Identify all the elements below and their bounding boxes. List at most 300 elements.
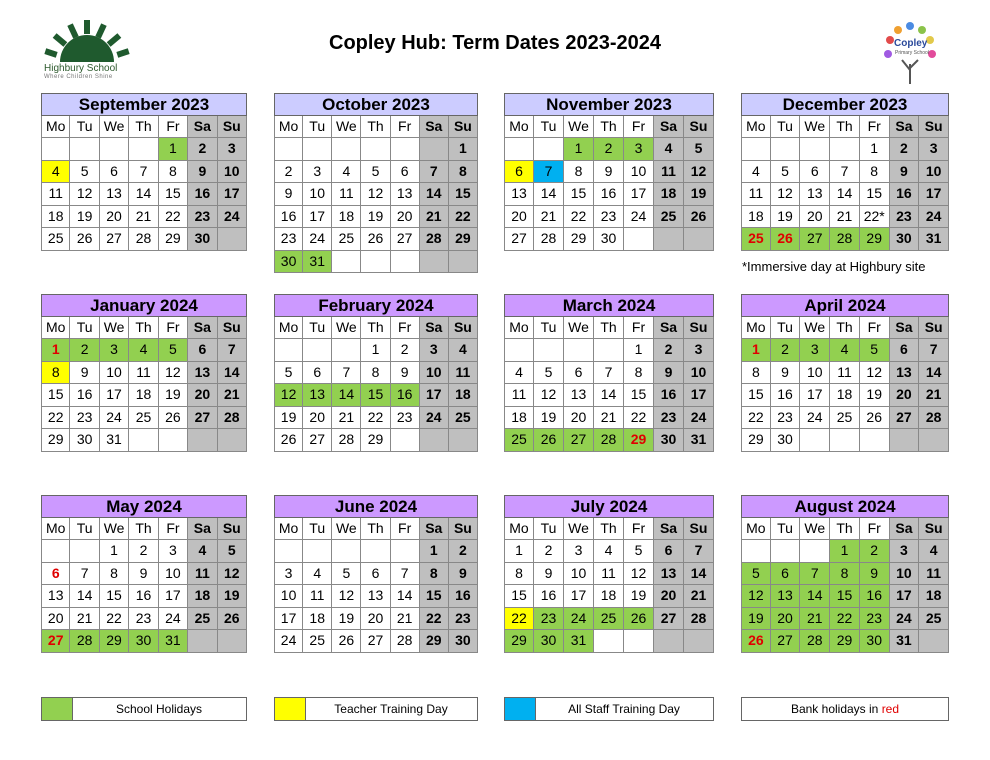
day-cell: 16 (449, 585, 478, 608)
day-cell: 25 (504, 429, 534, 452)
day-cell: 8 (159, 161, 188, 184)
day-cell: 16 (129, 585, 158, 608)
day-cell: 12 (741, 585, 771, 608)
day-cell: 8 (564, 161, 594, 184)
day-cell: 17 (800, 384, 830, 407)
day-cell: 27 (771, 630, 801, 653)
day-cell: 7 (684, 540, 714, 563)
empty-day-cell (303, 339, 332, 362)
day-cell: 12 (624, 563, 654, 586)
empty-day-cell (129, 429, 158, 452)
day-cell: 30 (890, 228, 920, 251)
weekday-header-row (504, 518, 714, 540)
day-cell: 23 (188, 206, 217, 229)
day-cell: 16 (391, 384, 420, 407)
day-cell: 11 (594, 563, 624, 586)
weekday-label: We (564, 317, 594, 339)
day-cell: 22 (41, 407, 70, 430)
week-row (41, 228, 247, 251)
month-title: September 2023 (41, 93, 247, 116)
weekday-label: Fr (860, 317, 890, 339)
day-cell: 19 (771, 206, 801, 229)
legend-label (742, 698, 948, 720)
weekday-label: Mo (41, 518, 70, 540)
week-row (741, 630, 949, 653)
week-row (274, 183, 478, 206)
weekday-label: Su (218, 116, 247, 138)
day-cell: 26 (684, 206, 714, 229)
day-cell: 9 (771, 362, 801, 385)
day-cell: 16 (890, 183, 920, 206)
day-cell: 31 (100, 429, 129, 452)
day-cell: 8 (361, 362, 390, 385)
day-cell: 16 (860, 585, 890, 608)
day-cell: 15 (41, 384, 70, 407)
day-cell: 10 (420, 362, 449, 385)
weekday-label: We (100, 116, 129, 138)
weekday-label: We (800, 518, 830, 540)
day-cell: 27 (188, 407, 217, 430)
day-cell: 29 (741, 429, 771, 452)
day-cell: 26 (70, 228, 99, 251)
day-cell: 23 (391, 407, 420, 430)
day-cell: 27 (504, 228, 534, 251)
week-row (274, 138, 478, 161)
day-cell: 19 (860, 384, 890, 407)
day-cell: 4 (741, 161, 771, 184)
day-cell: 26 (624, 608, 654, 631)
day-cell: 20 (890, 384, 920, 407)
day-cell: 15 (449, 183, 478, 206)
day-cell: 19 (218, 585, 247, 608)
day-cell: 23 (594, 206, 624, 229)
week-row (41, 407, 247, 430)
empty-day-cell (624, 630, 654, 653)
day-cell: 17 (564, 585, 594, 608)
week-row (504, 384, 714, 407)
month-february-2024 (274, 294, 478, 452)
day-cell: 4 (449, 339, 478, 362)
day-cell: 21 (830, 206, 860, 229)
empty-day-cell (771, 540, 801, 563)
day-cell: 4 (188, 540, 217, 563)
weekday-label: Tu (771, 116, 801, 138)
empty-day-cell (274, 540, 303, 563)
week-row (504, 228, 714, 251)
day-cell: 31 (890, 630, 920, 653)
day-cell: 18 (129, 384, 158, 407)
day-cell: 9 (129, 563, 158, 586)
week-row (41, 138, 247, 161)
week-row (41, 384, 247, 407)
day-cell: 16 (274, 206, 303, 229)
day-cell: 20 (391, 206, 420, 229)
day-cell: 5 (332, 563, 361, 586)
day-cell: 10 (274, 585, 303, 608)
empty-day-cell (919, 630, 949, 653)
weekday-label: Fr (624, 317, 654, 339)
day-cell: 11 (449, 362, 478, 385)
day-cell: 19 (741, 608, 771, 631)
day-cell: 1 (624, 339, 654, 362)
day-cell: 28 (800, 630, 830, 653)
day-cell: 13 (771, 585, 801, 608)
day-cell: 4 (504, 362, 534, 385)
day-cell: 4 (332, 161, 361, 184)
day-cell: 22 (741, 407, 771, 430)
day-cell: 5 (860, 339, 890, 362)
legend-teacher-training (274, 697, 478, 721)
weekday-label: Tu (303, 116, 332, 138)
day-cell: 18 (41, 206, 70, 229)
weekday-label: We (564, 116, 594, 138)
day-cell: 20 (188, 384, 217, 407)
day-cell: 17 (890, 585, 920, 608)
empty-day-cell (800, 429, 830, 452)
empty-day-cell (41, 540, 70, 563)
empty-day-cell (771, 138, 801, 161)
weekday-label: We (100, 518, 129, 540)
day-cell: 20 (100, 206, 129, 229)
day-cell: 12 (860, 362, 890, 385)
day-cell: 15 (860, 183, 890, 206)
day-cell: 26 (361, 228, 390, 251)
week-row (41, 429, 247, 452)
day-cell: 19 (70, 206, 99, 229)
day-cell: 25 (129, 407, 158, 430)
day-cell: 11 (188, 563, 217, 586)
day-cell: 10 (159, 563, 188, 586)
month-april-2024 (741, 294, 949, 452)
weekday-label: We (332, 518, 361, 540)
day-cell: 25 (41, 228, 70, 251)
day-cell: 27 (890, 407, 920, 430)
day-cell: 7 (919, 339, 949, 362)
day-cell: 27 (100, 228, 129, 251)
day-cell: 18 (332, 206, 361, 229)
day-cell: 13 (100, 183, 129, 206)
day-cell: 28 (594, 429, 624, 452)
week-row (274, 161, 478, 184)
day-cell: 1 (860, 138, 890, 161)
day-cell: 11 (332, 183, 361, 206)
weekday-label: Th (830, 116, 860, 138)
day-cell: 25 (919, 608, 949, 631)
week-row (274, 540, 478, 563)
week-row (41, 585, 247, 608)
empty-day-cell (188, 630, 217, 653)
day-cell: 4 (654, 138, 684, 161)
day-cell: 23 (890, 206, 920, 229)
page-title: Copley Hub: Term Dates 2023-2024 (329, 32, 661, 54)
day-cell: 20 (800, 206, 830, 229)
empty-day-cell (159, 429, 188, 452)
empty-day-cell (860, 429, 890, 452)
bank-holiday-red-word: red (881, 702, 900, 716)
day-cell: 10 (890, 563, 920, 586)
day-cell: 3 (624, 138, 654, 161)
day-cell: 22 (449, 206, 478, 229)
day-cell: 12 (534, 384, 564, 407)
day-cell: 17 (159, 585, 188, 608)
day-cell: 24 (890, 608, 920, 631)
day-cell: 16 (70, 384, 99, 407)
day-cell: 9 (274, 183, 303, 206)
week-row (274, 362, 478, 385)
empty-day-cell (504, 339, 534, 362)
day-cell: 22 (420, 608, 449, 631)
day-cell: 23 (449, 608, 478, 631)
day-cell: 29 (564, 228, 594, 251)
day-cell: 17 (100, 384, 129, 407)
empty-day-cell (361, 138, 390, 161)
weekday-label: Su (684, 317, 714, 339)
day-cell: 6 (654, 540, 684, 563)
weekday-label: Su (919, 518, 949, 540)
day-cell: 14 (70, 585, 99, 608)
weekday-label: Su (218, 317, 247, 339)
week-row (504, 407, 714, 430)
day-cell: 3 (420, 339, 449, 362)
day-cell: 10 (800, 362, 830, 385)
day-cell: 8 (449, 161, 478, 184)
weekday-header-row (41, 116, 247, 138)
day-cell: 11 (654, 161, 684, 184)
day-cell: 7 (830, 161, 860, 184)
week-row (41, 339, 247, 362)
day-cell: 24 (100, 407, 129, 430)
weekday-label: Sa (420, 317, 449, 339)
day-cell: 15 (624, 384, 654, 407)
day-cell: 25 (741, 228, 771, 251)
day-cell: 9 (391, 362, 420, 385)
day-cell: 6 (361, 563, 390, 586)
weekday-label: Mo (741, 116, 771, 138)
day-cell: 15 (564, 183, 594, 206)
day-cell: 18 (188, 585, 217, 608)
month-title: January 2024 (41, 294, 247, 317)
weekday-label: Tu (534, 518, 564, 540)
weekday-label: Mo (274, 317, 303, 339)
day-cell: 6 (890, 339, 920, 362)
day-cell: 27 (800, 228, 830, 251)
day-cell: 8 (420, 563, 449, 586)
empty-day-cell (332, 540, 361, 563)
day-cell: 26 (860, 407, 890, 430)
day-cell: 26 (534, 429, 564, 452)
day-cell: 18 (741, 206, 771, 229)
weekday-label: Th (129, 317, 158, 339)
week-row (41, 161, 247, 184)
day-cell: 23 (70, 407, 99, 430)
day-cell: 23 (274, 228, 303, 251)
day-cell: 5 (771, 161, 801, 184)
day-cell: 22 (564, 206, 594, 229)
day-cell: 2 (771, 339, 801, 362)
empty-day-cell (420, 429, 449, 452)
weekday-label: Sa (890, 116, 920, 138)
day-cell: 13 (890, 362, 920, 385)
empty-day-cell (129, 138, 158, 161)
week-row (274, 429, 478, 452)
empty-day-cell (830, 429, 860, 452)
day-cell: 17 (303, 206, 332, 229)
month-may-2024 (41, 495, 247, 653)
empty-day-cell (534, 138, 564, 161)
legend-label: Teacher Training Day (334, 702, 448, 716)
week-row (741, 384, 949, 407)
day-cell: 7 (534, 161, 564, 184)
day-cell: 14 (534, 183, 564, 206)
week-row (274, 563, 478, 586)
weekday-label: Su (218, 518, 247, 540)
day-cell: 9 (890, 161, 920, 184)
weekday-label: Tu (303, 317, 332, 339)
day-cell: 13 (41, 585, 70, 608)
day-cell: 21 (420, 206, 449, 229)
day-cell: 1 (420, 540, 449, 563)
weekday-label: We (332, 317, 361, 339)
month-january-2024 (41, 294, 247, 452)
weekday-label: Fr (860, 116, 890, 138)
day-cell: 29 (830, 630, 860, 653)
weekday-label: Th (830, 317, 860, 339)
day-cell: 19 (332, 608, 361, 631)
day-cell: 9 (860, 563, 890, 586)
empty-day-cell (332, 138, 361, 161)
day-cell: 27 (41, 630, 70, 653)
weekday-label: Mo (41, 116, 70, 138)
week-row (41, 362, 247, 385)
day-cell: 13 (391, 183, 420, 206)
day-cell: 15 (504, 585, 534, 608)
day-cell: 20 (564, 407, 594, 430)
weekday-header-row (504, 116, 714, 138)
day-cell: 4 (830, 339, 860, 362)
day-cell: 14 (919, 362, 949, 385)
weekday-label: Su (449, 116, 478, 138)
legend-bank-holidays (741, 697, 949, 721)
day-cell: 24 (420, 407, 449, 430)
day-cell: 20 (504, 206, 534, 229)
week-row (504, 161, 714, 184)
month-november-2023 (504, 93, 714, 251)
week-row (274, 206, 478, 229)
day-cell: 20 (771, 608, 801, 631)
empty-day-cell (274, 339, 303, 362)
day-cell: 29 (420, 630, 449, 653)
day-cell: 24 (564, 608, 594, 631)
weekday-label: Tu (70, 317, 99, 339)
weekday-header-row (504, 317, 714, 339)
day-cell: 27 (564, 429, 594, 452)
week-row (274, 251, 478, 274)
day-cell: 5 (159, 339, 188, 362)
day-cell: 21 (919, 384, 949, 407)
empty-day-cell (41, 138, 70, 161)
weekday-label: Th (129, 116, 158, 138)
weekday-label: We (332, 116, 361, 138)
weekday-label: Su (919, 116, 949, 138)
empty-day-cell (303, 540, 332, 563)
empty-day-cell (188, 429, 217, 452)
day-cell: 7 (129, 161, 158, 184)
day-cell: 31 (159, 630, 188, 653)
weekday-label: Mo (504, 317, 534, 339)
day-cell: 5 (274, 362, 303, 385)
day-cell: 9 (70, 362, 99, 385)
week-row (741, 339, 949, 362)
copley-school-name: Copley (894, 38, 928, 49)
day-cell: 26 (274, 429, 303, 452)
weekday-label: Sa (188, 317, 217, 339)
week-row (504, 183, 714, 206)
month-december-2023 (741, 93, 949, 251)
day-cell: 12 (159, 362, 188, 385)
day-cell: 25 (449, 407, 478, 430)
day-cell: 23 (534, 608, 564, 631)
day-cell: 14 (800, 585, 830, 608)
day-cell: 6 (391, 161, 420, 184)
day-cell: 1 (830, 540, 860, 563)
month-title: March 2024 (504, 294, 714, 317)
day-cell: 18 (504, 407, 534, 430)
day-cell: 13 (504, 183, 534, 206)
weekday-label: Mo (741, 317, 771, 339)
day-cell: 11 (741, 183, 771, 206)
month-october-2023 (274, 93, 478, 273)
weekday-label: Su (684, 518, 714, 540)
day-cell: 19 (624, 585, 654, 608)
day-cell: 15 (100, 585, 129, 608)
month-title: December 2023 (741, 93, 949, 116)
day-cell: 6 (41, 563, 70, 586)
day-cell: 10 (684, 362, 714, 385)
weekday-label: Tu (771, 317, 801, 339)
day-cell: 11 (504, 384, 534, 407)
day-cell: 17 (919, 183, 949, 206)
empty-day-cell (741, 540, 771, 563)
day-cell: 21 (534, 206, 564, 229)
day-cell: 22 (504, 608, 534, 631)
month-august-2024 (741, 495, 949, 653)
legend-school-holidays (41, 697, 247, 721)
weekday-label: We (564, 518, 594, 540)
day-cell: 8 (624, 362, 654, 385)
month-title: June 2024 (274, 495, 478, 518)
day-cell: 28 (129, 228, 158, 251)
day-cell: 17 (684, 384, 714, 407)
day-cell: 29 (449, 228, 478, 251)
immersive-day-note: *Immersive day at Highbury site (742, 259, 926, 274)
empty-day-cell (218, 630, 247, 653)
day-cell: 29 (624, 429, 654, 452)
day-cell: 2 (449, 540, 478, 563)
weekday-label: Mo (741, 518, 771, 540)
day-cell: 28 (420, 228, 449, 251)
empty-day-cell (332, 339, 361, 362)
day-cell: 12 (274, 384, 303, 407)
day-cell: 29 (504, 630, 534, 653)
weekday-label: Tu (771, 518, 801, 540)
day-cell: 16 (654, 384, 684, 407)
day-cell: 31 (564, 630, 594, 653)
empty-day-cell (564, 339, 594, 362)
highbury-school-logo (40, 18, 135, 83)
weekday-label: Tu (534, 116, 564, 138)
weekday-label: Sa (188, 518, 217, 540)
week-row (741, 206, 949, 229)
